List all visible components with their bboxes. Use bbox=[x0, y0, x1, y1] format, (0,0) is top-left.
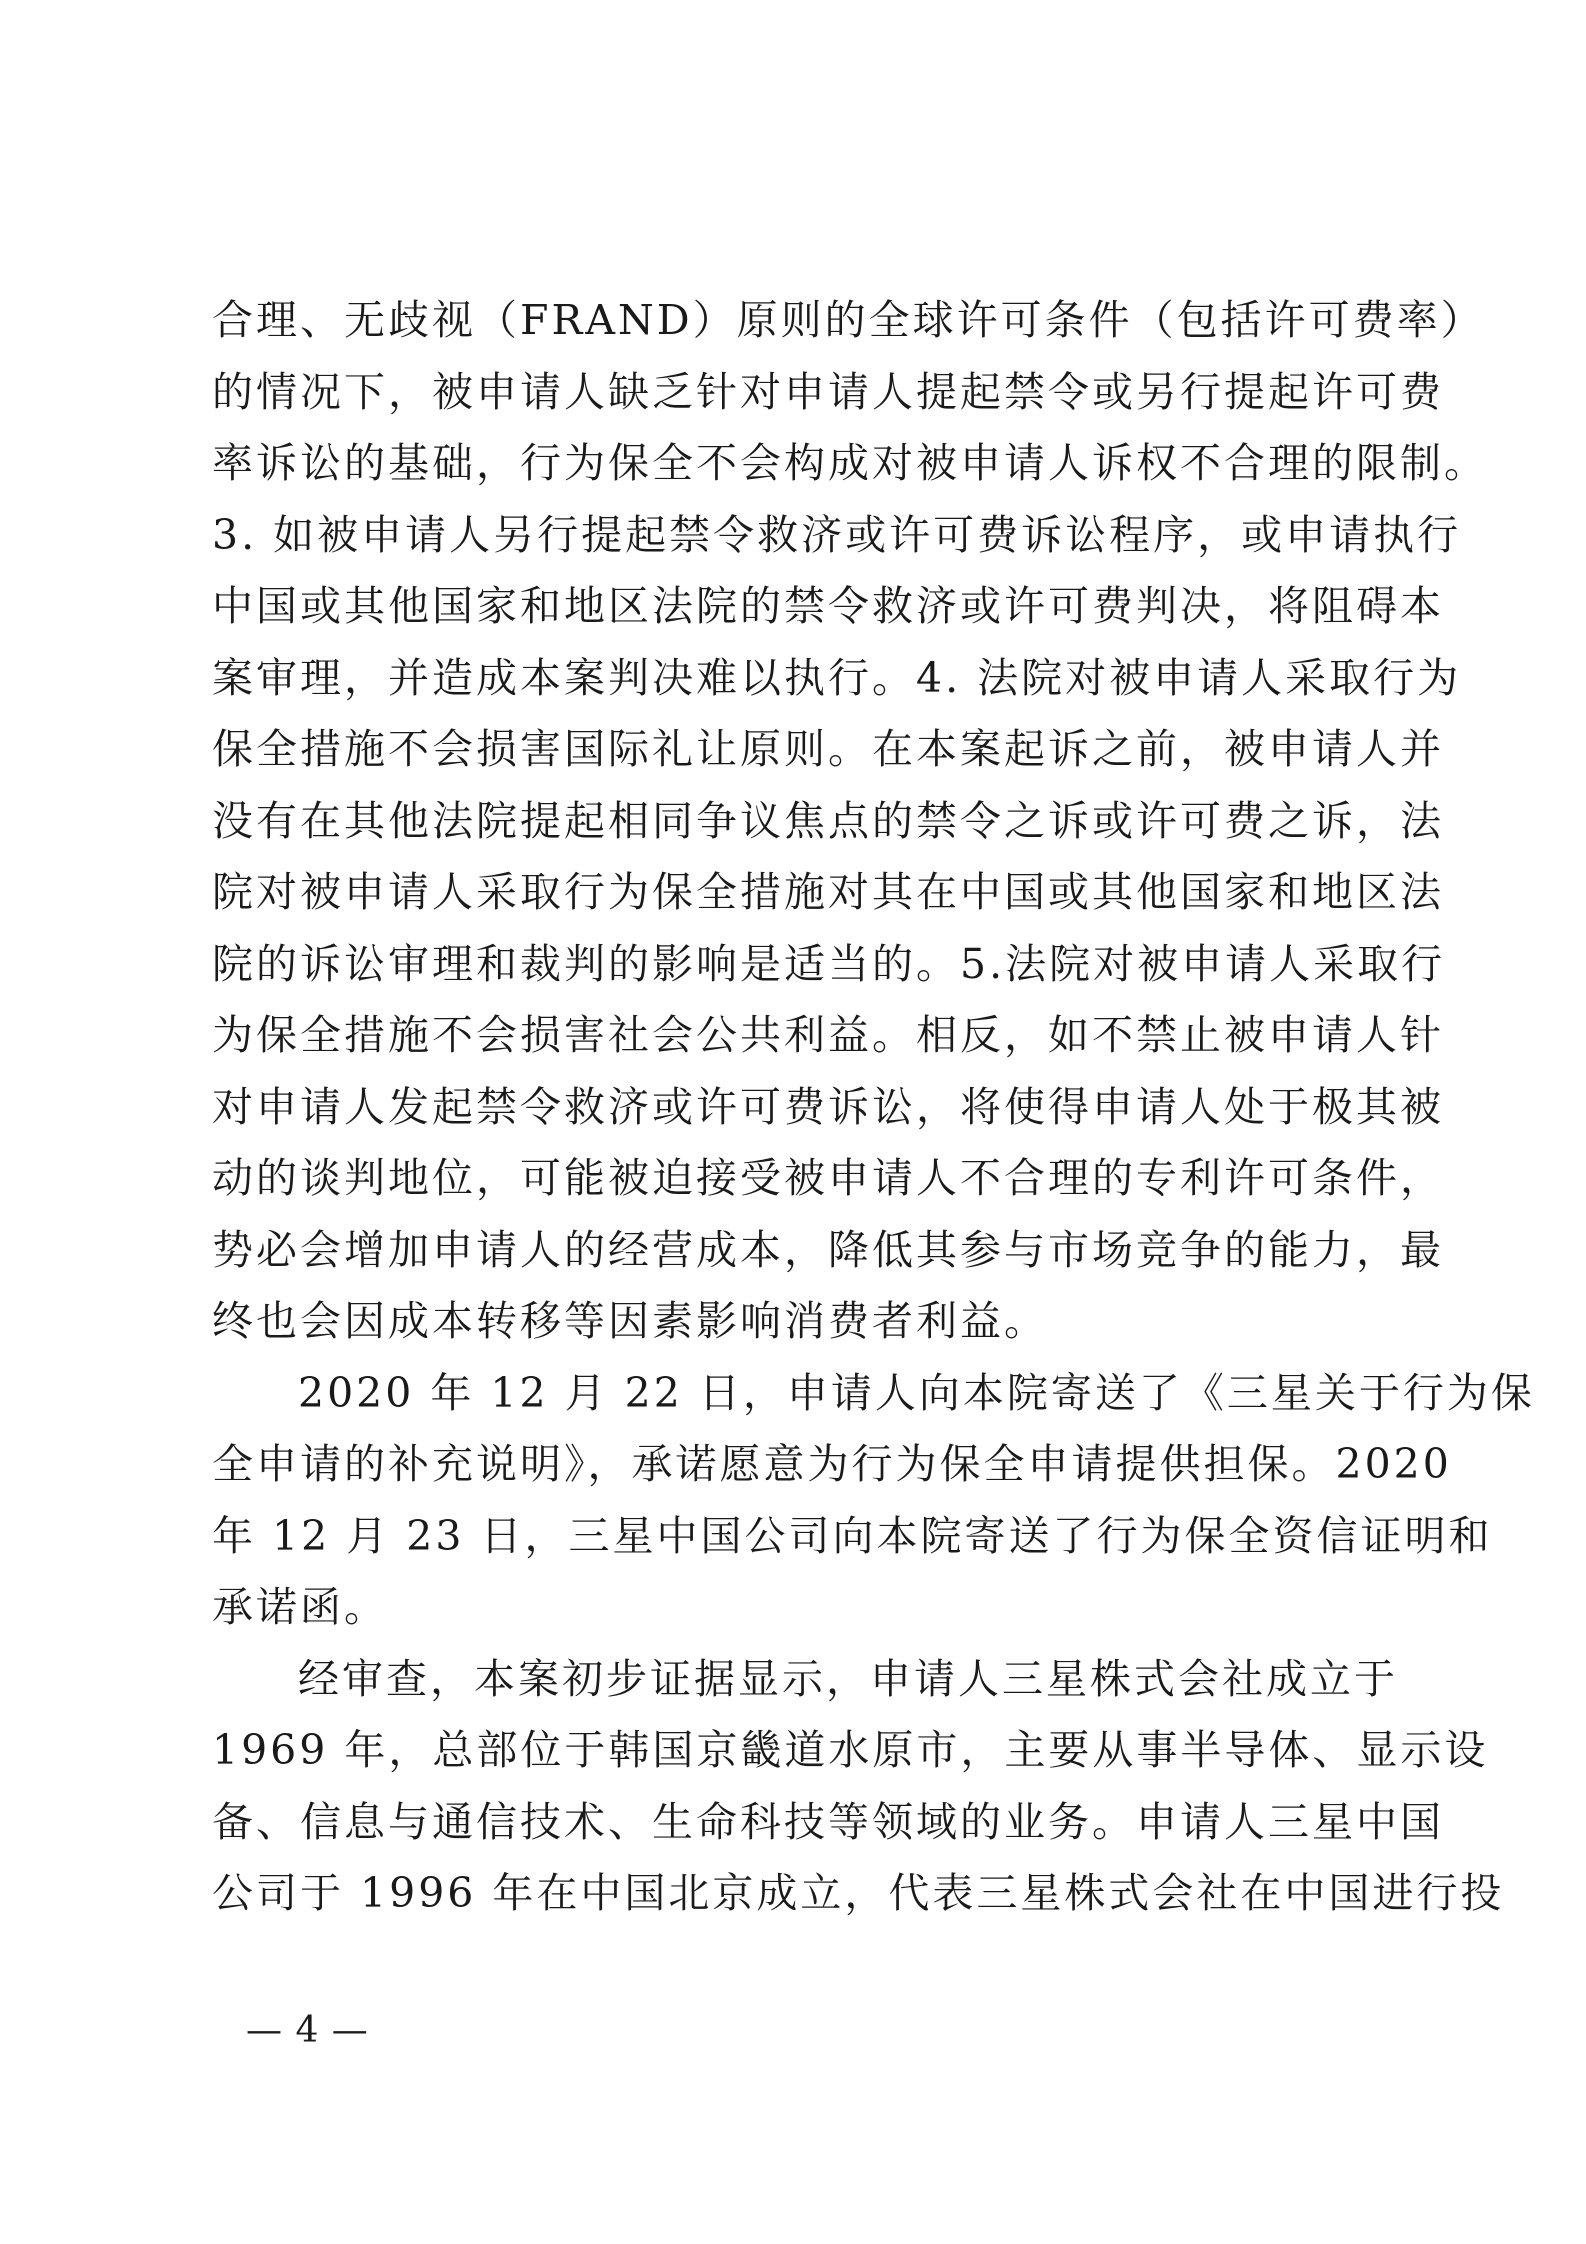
text-line: 1969 年，总部位于韩国京畿道水原市，主要从事半导体、显示设 bbox=[212, 1726, 1489, 1774]
text-line: 的情况下，被申请人缺乏针对申请人提起禁令或另行提起许可费 bbox=[212, 367, 1444, 416]
text-line: 院的诉讼审理和裁判的影响是适当的。5.法院对被申请人采取行 bbox=[212, 939, 1446, 988]
text-line: 院对被申请人采取行为保全措施对其在中国或其他国家和地区法 bbox=[212, 868, 1444, 916]
text-line: 案审理，并造成本案判决难以执行。4. 法院对被申请人采取行为 bbox=[212, 653, 1462, 702]
text-line: 终也会因成本转移等因素影响消费者利益。 bbox=[212, 1297, 1048, 1345]
text-line: 经审查，本案初步证据显示，申请人三星株式会社成立于 bbox=[298, 1654, 1398, 1703]
text-line: 合理、无歧视（FRAND）原则的全球许可条件（包括许可费率） bbox=[212, 296, 1485, 344]
text-line: 承诺函。 bbox=[212, 1583, 388, 1631]
text-line: 3. 如被申请人另行提起禁令救济或许可费诉讼程序，或申请执行 bbox=[212, 510, 1462, 559]
text-line: 备、信息与通信技术、生命科技等领域的业务。申请人三星中国 bbox=[212, 1797, 1444, 1846]
page-number: — 4 — bbox=[246, 2010, 369, 2051]
text-line: 2020 年 12 月 22 日，申请人向本院寄送了《三星关于行为保 bbox=[298, 1368, 1535, 1417]
text-line: 全申请的补充说明》，承诺愿意为行为保全申请提供担保。2020 bbox=[212, 1440, 1452, 1488]
text-line: 动的谈判地位，可能被迫接受被申请人不合理的专利许可条件， bbox=[212, 1154, 1444, 1202]
text-line: 没有在其他法院提起相同争议焦点的禁令之诉或许可费之诉，法 bbox=[212, 796, 1444, 845]
text-line: 中国或其他国家和地区法院的禁令救济或许可费判决，将阻碍本 bbox=[212, 582, 1444, 630]
text-line: 公司于 1996 年在中国北京成立，代表三星株式会社在中国进行投 bbox=[212, 1869, 1505, 1917]
text-line: 势必会增加申请人的经营成本，降低其参与市场竞争的能力，最 bbox=[212, 1225, 1444, 1274]
text-line: 保全措施不会损害国际礼让原则。在本案起诉之前，被申请人并 bbox=[212, 725, 1444, 773]
text-line: 年 12 月 23 日，三星中国公司向本院寄送了行为保全资信证明和 bbox=[212, 1511, 1493, 1560]
text-line: 对申请人发起禁令救济或许可费诉讼，将使得申请人处于极其被 bbox=[212, 1082, 1444, 1131]
text-line: 率诉讼的基础，行为保全不会构成对被申请人诉权不合理的限制。 bbox=[212, 439, 1488, 487]
text-line: 为保全措施不会损害社会公共利益。相反，如不禁止被申请人针 bbox=[212, 1011, 1444, 1059]
document-body bbox=[212, 285, 1535, 1930]
